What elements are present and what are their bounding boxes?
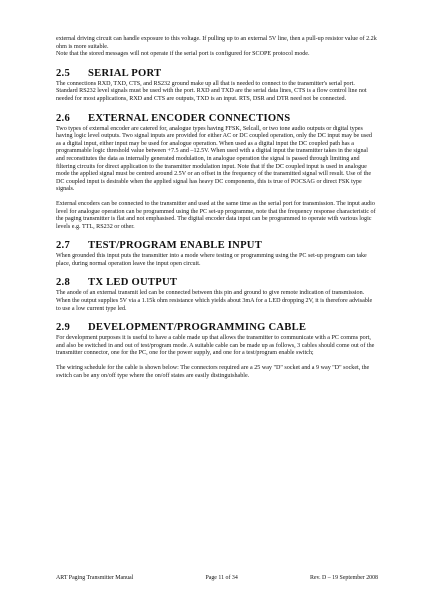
section-number: 2.8 bbox=[56, 277, 70, 289]
section-title: TX LED OUTPUT bbox=[88, 277, 178, 289]
section-heading-test-program bbox=[56, 240, 378, 252]
page-footer bbox=[56, 575, 378, 582]
external-encoder-paragraph-1: Two types of external encoder are catered for, analogue types having FFSK, Selcall, or two tone audio outputs or digital types having logic level outputs. Two signal inputs are provided for either AC or DC coupled operation, only the DC input may be used as a digital input, either input may be used for analogue operation. When used as a digital input the DC coupled path has a programmable logic threshold value between +7.5 and –12.5V. When used with a digital input the transmitter takes in the signal and reconstitutes the data as internally generated modulation, in analogue operation the signal is passed through limiting and filtering circuits for direct application to the transmitter modulation input. Note that if the DC coupled input is used in analogue mode the applied signal must be centred around 2.5V or an offset in the frequency of the transmitted signal will result. Use of the DC coupled input is desirable when the applied signal has heavy DC components, this is true of POCSAG or direct FSK type signals. bbox=[56, 125, 372, 193]
section-heading-serial-port bbox=[56, 68, 378, 80]
intro-paragraph: external driving circuit can handle exposure to this voltage. If pulling up to an external 5V line, then a pull-up resistor value of 2.2k ohm is more suitable. bbox=[56, 36, 377, 50]
tx-led-paragraph: The anode of an external transmit led can be connected between this pin and ground to give remote indication of transmission. When the output supplies 5V via a 1.15k ohm resistance which yields about 3mA for a LED dropping 2V, it is therefore advisable to use a low current type led. bbox=[56, 290, 373, 312]
section-title: EXTERNAL ENCODER CONNECTIONS bbox=[88, 112, 291, 124]
section-number: 2.9 bbox=[56, 322, 70, 334]
test-program-paragraph: When grounded this input puts the transmitter into a mode where testing or programming using the PC set-up program can take place, during normal operation leave the input open circuit. bbox=[56, 253, 367, 267]
footer-document-title: ART Paging Transmitter Manual bbox=[56, 575, 134, 581]
footer-revision: Rev. D – 19 September 2008 bbox=[309, 575, 378, 581]
section-heading-programming-cable bbox=[56, 322, 378, 334]
section-heading-tx-led bbox=[56, 277, 378, 289]
section-title: SERIAL PORT bbox=[88, 67, 162, 79]
section-number: 2.7 bbox=[56, 240, 70, 252]
serial-port-paragraph: The connections RXD, TXD, CTS, and RS232 ground make up all that is needed to connect to the transmitter's serial port. Standard RS232 level signals must be used with the port. RXD and TXD are the serial data lines, CTS is a flow control line not needed for most applications, RXD and CTS are outputs, TXD is an input. RTS, DSR and DTR need not be connected. bbox=[56, 80, 367, 102]
page-content bbox=[56, 36, 378, 380]
external-encoder-paragraph-2: External encoders can be connected to the transmitter and used at the same time as the serial port for transmission. The input audio level for analogue operation can be programmed using the PC set-up programme, note that the frequency response characteristic of the paging transmitter is flat and not emphasised. The digital encoder data input can be programmed to operate with various logic levels e.g. TTL, RS232 or other. bbox=[56, 200, 376, 230]
footer-page-number: Page 11 of 34 bbox=[205, 575, 238, 581]
section-heading-external-encoder bbox=[56, 113, 378, 125]
programming-cable-paragraph-2: The wiring schedule for the cable is shown below: The connectors required are a 25 way "D" socket and a 9 way "D" socket, the switch can be any on/off type where the on/off states are easily distinguishable. bbox=[56, 365, 370, 379]
section-title: TEST/PROGRAM ENABLE INPUT bbox=[88, 240, 263, 252]
section-number: 2.6 bbox=[56, 112, 70, 124]
intro-note: Note that the stored messages will not operate if the serial port is configured for SCOPE protocol mode. bbox=[56, 51, 310, 58]
programming-cable-paragraph-1: For development purposes it is useful to have a cable made up that allows the transmitter to communicate with a PC comms port, and also be switched in and out of test/program mode. A suitable cable can be made up as follows, 3 cables should come out of the transmitter connector, one for the PC, one for the power supply, and one for a test/program enable switch; bbox=[56, 335, 375, 357]
section-number: 2.5 bbox=[56, 67, 70, 79]
section-title: DEVELOPMENT/PROGRAMMING CABLE bbox=[88, 322, 307, 334]
